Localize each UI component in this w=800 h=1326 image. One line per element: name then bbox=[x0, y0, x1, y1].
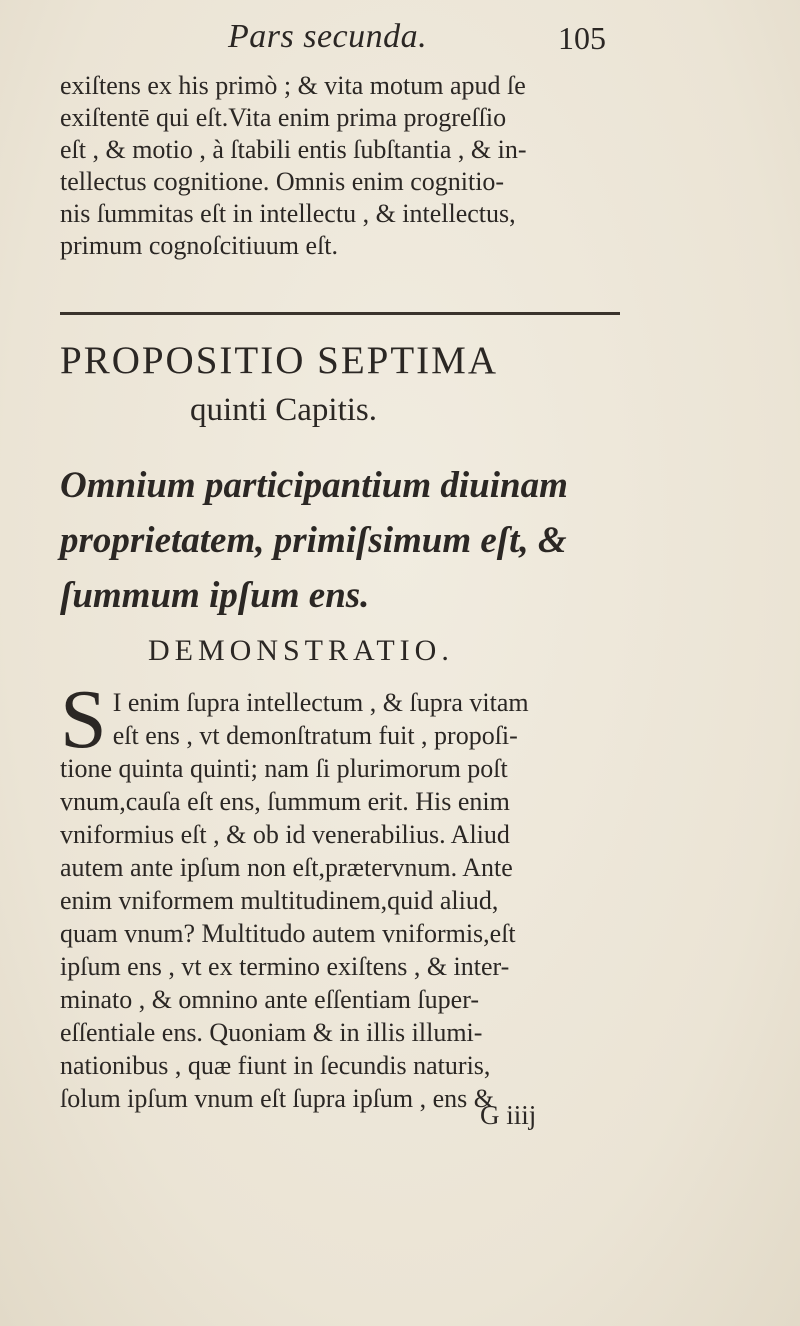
drop-cap: S bbox=[60, 673, 107, 766]
text-line: exiſtens ex his primò ; & vita motum apud ſe bbox=[60, 71, 526, 100]
theorem-line: Omnium participantium diuinam bbox=[60, 465, 568, 506]
text-line: eſſentiale ens. Quoniam & in illis illumi- bbox=[60, 1018, 483, 1047]
text-line: quam vnum? Multitudo autem vniformis,eſt bbox=[60, 919, 516, 948]
top-paragraph bbox=[60, 70, 760, 262]
text-line: tellectus cognitione. Omnis enim cognitio- bbox=[60, 167, 505, 196]
text-line: ſolum ipſum vnum eſt ſupra ipſum , ens & bbox=[60, 1084, 495, 1113]
demonstration-heading: DEMONSTRATIO. bbox=[148, 634, 454, 667]
text-line: ipſum ens , vt ex termino exiſtens , & inter- bbox=[60, 952, 510, 981]
text-line: vnum,cauſa eſt ens, ſummum erit. His enim bbox=[60, 787, 510, 816]
proposition-subheading: quinti Capitis. bbox=[190, 392, 378, 428]
text-line: eſt , & motio , à ſtabili entis ſubſtantia , & in- bbox=[60, 135, 527, 164]
text-line: enim vniformem multitudinem,quid aliud, bbox=[60, 886, 499, 915]
section-divider bbox=[60, 312, 620, 315]
demonstration-paragraph bbox=[60, 673, 760, 1115]
page-number: 105 bbox=[558, 20, 606, 56]
running-head-title: Pars secunda. bbox=[228, 18, 428, 55]
text-line: vniformius eſt , & ob id venerabilius. Aliud bbox=[60, 820, 510, 849]
text-line: autem ante ipſum non eſt,prætervnum. Ante bbox=[60, 853, 513, 882]
signature-mark: G iiij bbox=[480, 1100, 537, 1130]
text-line: nationibus , quæ fiunt in ſecundis naturis, bbox=[60, 1051, 491, 1080]
text-line: primum cognoſcitiuum eſt. bbox=[60, 231, 339, 260]
text-line: nis ſummitas eſt in intellectu , & intellectus, bbox=[60, 199, 516, 228]
theorem-line: ſummum ipſum ens. bbox=[60, 575, 370, 616]
text-line: exiſtentē qui eſt.Vita enim prima progreſſio bbox=[60, 103, 507, 132]
proposition-heading: PROPOSITIO SEPTIMA bbox=[60, 339, 498, 382]
running-head bbox=[60, 14, 680, 64]
text-line: I enim ſupra intellectum , & ſupra vitam bbox=[112, 688, 529, 717]
text-line: eſt ens , vt demonſtratum fuit , propoſi- bbox=[112, 721, 518, 750]
text-line: tione quinta quinti; nam ſi plurimorum poſt bbox=[60, 754, 508, 783]
theorem-line: proprietatem, primiſsimum eſt, & bbox=[60, 520, 567, 561]
theorem-statement bbox=[60, 458, 760, 623]
text-line: minato , & omnino ante eſſentiam ſuper- bbox=[60, 985, 479, 1014]
